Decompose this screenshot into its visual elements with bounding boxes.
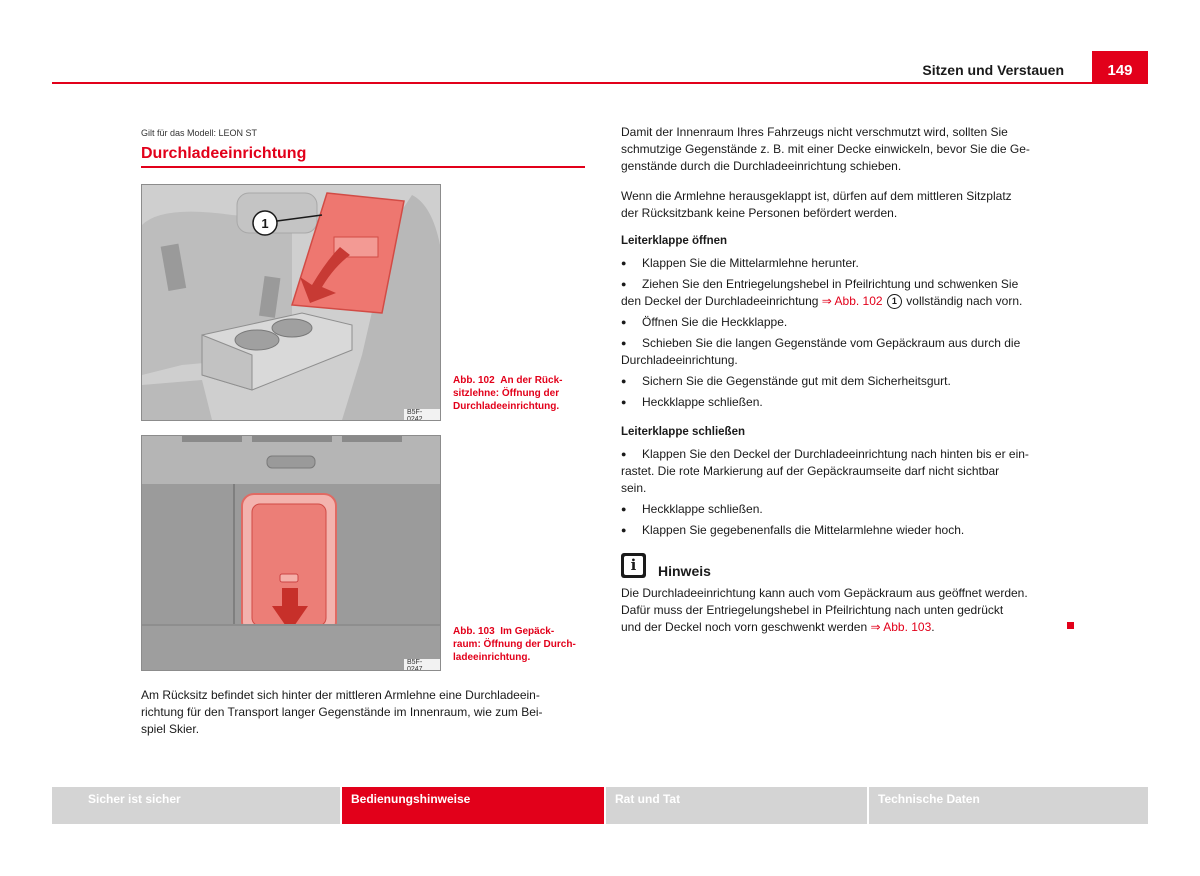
tab-bedienungshinweise[interactable] [342, 787, 604, 824]
rear-seat-illustration [142, 185, 440, 420]
figure102-link[interactable]: ⇒ Abb. 102 [821, 294, 883, 308]
figure-rear-seat-passthrough [141, 184, 441, 421]
header-rule [52, 82, 1148, 84]
figure103-link[interactable]: ⇒ Abb. 103 [870, 620, 932, 634]
tab-label: Sicher ist sicher [88, 792, 181, 806]
list-item [621, 255, 1065, 272]
subheading-close: Leiterklappe schließen [621, 426, 745, 438]
figure1-caption-line3: Durchladeeinrichtung. [453, 401, 560, 412]
step-text: ● Ziehen Sie den Entriegelungshebel in Pfeilrichtung und schwenken Sie [642, 277, 1019, 291]
figure1-callout: 1 [261, 216, 269, 231]
paragraph-dirt-warning [621, 124, 1065, 175]
list-item [621, 394, 1065, 411]
section-title: Durchladeeinrichtung [141, 145, 307, 162]
intro-paragraph [141, 687, 585, 738]
step-text: Heckklappe schließen. [642, 502, 763, 516]
figure2-caption-line2: raum: Öffnung der Durch- [453, 639, 576, 650]
figure2-caption [453, 625, 587, 664]
figure-trunk-passthrough [141, 435, 441, 671]
tab-sicher-ist-sicher[interactable] [52, 787, 340, 824]
section-rule [141, 166, 585, 168]
step-text: sein. [621, 481, 647, 495]
figure1-caption-line1: An der Rück- [500, 375, 563, 386]
intro-line: spiel Skier. [141, 722, 200, 736]
trunk-illustration [142, 436, 440, 670]
tab-label: Rat und Tat [615, 792, 681, 806]
step-text: Sichern Sie die Gegenstände gut mit dem Sicherheitsgurt. [642, 374, 951, 388]
note-line: und der Deckel noch vorn geschwenkt werden [621, 620, 868, 634]
intro-line: richtung für den Transport langer Gegenstände im Innenraum, wie zum Bei- [141, 705, 543, 719]
open-steps [621, 255, 1065, 415]
paragraph-line: schmutzige Gegenstände z. B. mit einer Decke einwickeln, bevor Sie die Ge- [621, 142, 1030, 156]
paragraph-line: genstände durch die Durchladeeinrichtung schieben. [621, 159, 902, 173]
list-item [621, 335, 1065, 369]
paragraph-line: Wenn die Armlehne herausgeklappt ist, dürfen auf dem mittleren Sitzplatz [621, 189, 1012, 203]
note-line: Die Durchladeeinrichtung kann auch vom Gepäckraum aus geöffnet werden. [621, 586, 1028, 600]
figure2-caption-ref: Abb. 103 [453, 626, 495, 637]
tab-label: Technische Daten [878, 792, 980, 806]
step-text: Durchladeeinrichtung. [621, 353, 738, 367]
paragraph-armrest-warning [621, 188, 1065, 222]
list-item [621, 522, 1065, 539]
note-line: Dafür muss der Entriegelungshebel in Pfeilrichtung nach unten gedrückt [621, 603, 1004, 617]
tab-technische-daten[interactable] [869, 787, 1148, 824]
end-of-section-marker [1067, 622, 1074, 629]
step-text: Klappen Sie die Mittelarmlehne herunter. [642, 256, 859, 270]
figure1-caption-ref: Abb. 102 [453, 375, 495, 386]
info-icon [621, 553, 646, 578]
step-text: den Deckel der Durchladeeinrichtung [621, 294, 819, 308]
step-text: rastet. Die rote Markierung auf der Gepäckraumseite darf nicht sichtbar [621, 464, 1000, 478]
figure1-caption [453, 374, 587, 413]
note-title: Hinweis [658, 563, 711, 579]
page-number: 149 [1092, 51, 1148, 84]
list-item [621, 276, 1065, 310]
figure1-caption-line2: sitzlehne: Öffnung der [453, 388, 560, 399]
step-text: Öffnen Sie die Heckklappe. [642, 315, 788, 329]
step-text: Heckklappe schließen. [642, 395, 763, 409]
tab-rat-und-tat[interactable] [606, 787, 867, 824]
figure2-caption-line1: Im Gepäck- [500, 626, 555, 637]
step-text: ● Klappen Sie den Deckel der Durchladeeinrichtung nach hinten bis er ein- [642, 447, 1029, 461]
paragraph-line: Damit der Innenraum Ihres Fahrzeugs nicht verschmutzt wird, sollten Sie [621, 125, 1008, 139]
callout-number-badge: 1 [887, 294, 902, 309]
list-item [621, 373, 1065, 390]
list-item [621, 446, 1065, 497]
step-text: Klappen Sie gegebenenfalls die Mittelarmlehne wieder hoch. [642, 523, 965, 537]
model-note: Gilt für das Modell: LEON ST [141, 128, 258, 138]
tab-label: Bedienungshinweise [351, 792, 471, 806]
note-line: . [931, 620, 935, 634]
step-text: vollständig nach vorn. [906, 294, 1023, 308]
figure2-caption-line3: ladeeinrichtung. [453, 652, 531, 663]
step-text: ● Schieben Sie die langen Gegenstände vom Gepäckraum aus durch die [642, 336, 1021, 350]
close-steps [621, 446, 1065, 543]
intro-line: Am Rücksitz befindet sich hinter der mittleren Armlehne eine Durchladeein- [141, 688, 540, 702]
subheading-open: Leiterklappe öffnen [621, 235, 728, 247]
info-icon-glyph: i [624, 556, 643, 575]
note-text [621, 585, 1065, 636]
figure2-code: B5F-0247 [404, 659, 440, 671]
paragraph-line: der Rücksitzbank keine Personen befördert werden. [621, 206, 898, 220]
list-item [621, 314, 1065, 331]
list-item [621, 501, 1065, 518]
figure1-code: B5F-0242 [404, 409, 440, 421]
chapter-title: Sitzen und Verstauen [922, 62, 1064, 78]
